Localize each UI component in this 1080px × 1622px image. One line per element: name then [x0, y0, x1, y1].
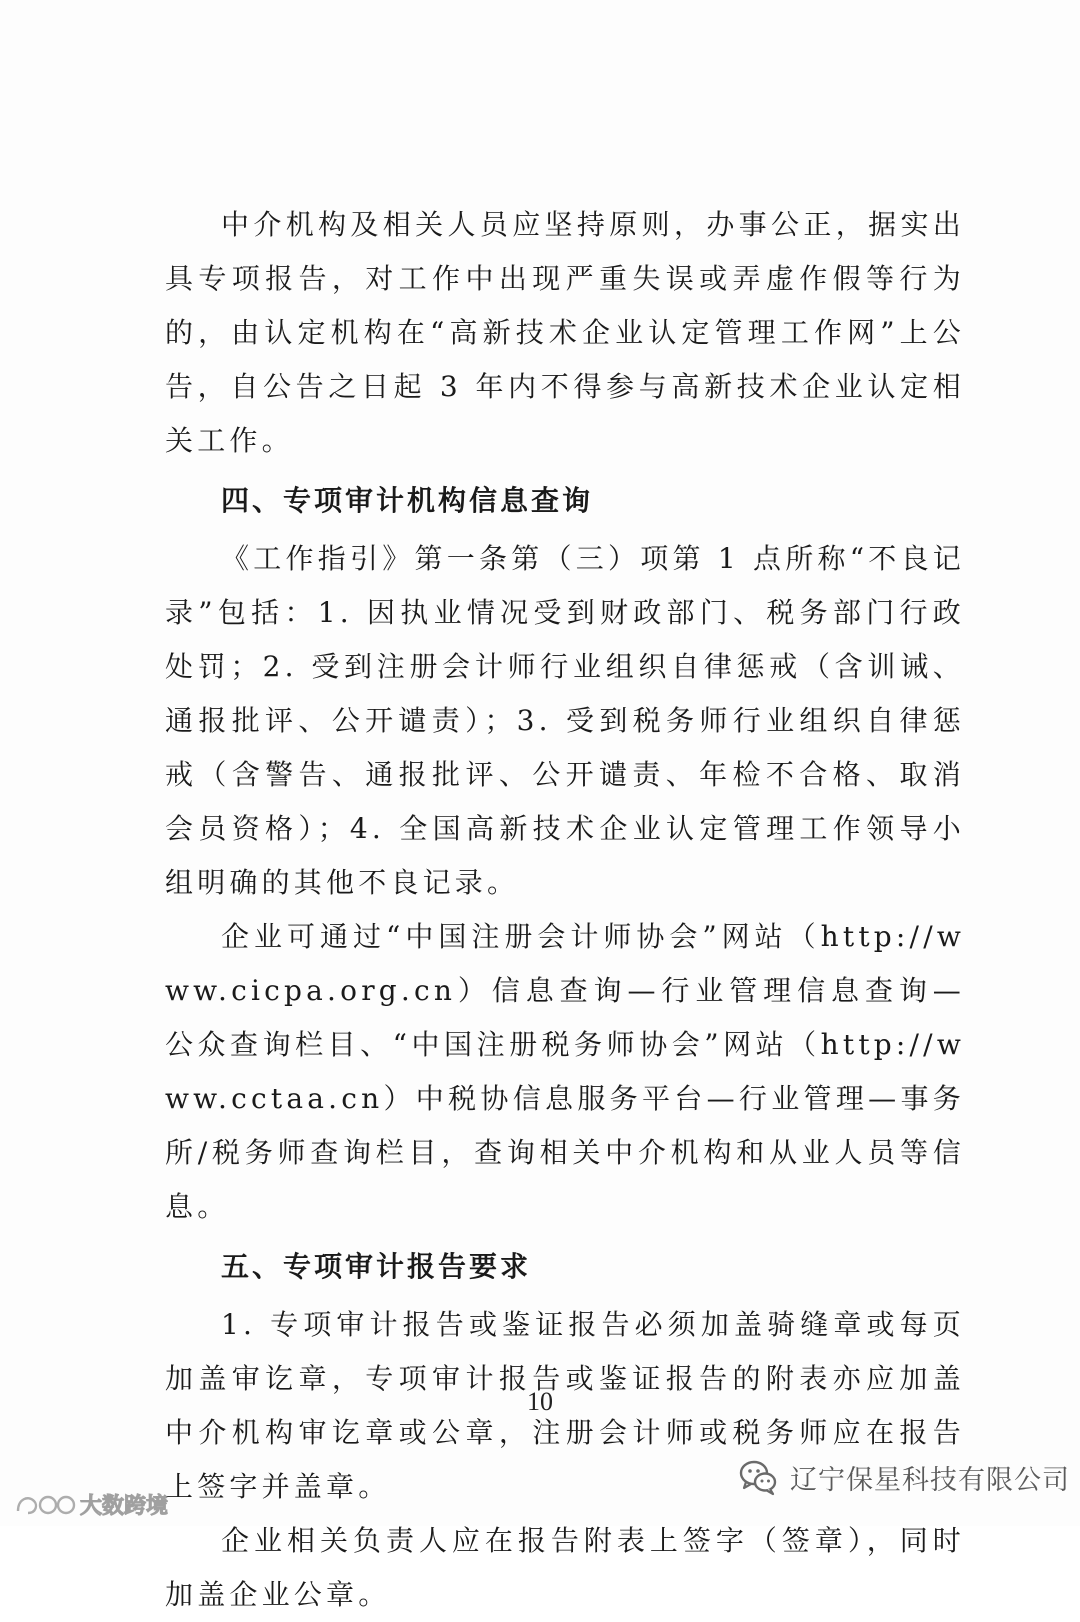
corner-watermark: [14, 1487, 168, 1521]
corner-brand-text: 大数跨境: [80, 1493, 169, 1519]
heading-section-5: 五、专项审计报告要求: [221, 1250, 532, 1283]
para-report-seal: 1. 专项审计报告或鉴证报告必须加盖骑缝章或每页加盖审讫章，专项审计报告或鉴证报告的附表亦应加盖中介机构审讫章或公章，注册会计师或税务师应在报告上签字并盖章。: [165, 1308, 965, 1503]
para-enterprise-signature: 企业相关负责人应在报告附表上签字（签章），同时加盖企业公章。: [165, 1524, 965, 1611]
wechat-account-name: 辽宁保星科技有限公司: [790, 1464, 1070, 1496]
para-bad-records: 《工作指引》第一条第（三）项第 1 点所称“不良记录”包括：1. 因执业情况受到财政部门、税务部门行政处罚；2. 受到注册会计师行业组织自律惩戒（含训诫、通报批评、公开谴责）；3. 受到税务师行业组织自律惩戒（含警告、通报批评、公开谴责、年检不合格、取消会员资格）；4. 全国高新技术企业认定管理工作领导小组明确的其他不良记录。: [165, 542, 965, 899]
wechat-icon: [738, 1457, 778, 1497]
wechat-watermark: [738, 1457, 1070, 1497]
para-query-websites: 企业可通过“中国注册会计师协会”网站（http://www.cicpa.org.cn）信息查询—行业管理信息查询—公众查询栏目、“中国注册税务师协会”网站（http://www.cctaa.cn）中税协信息服务平台—行业管理—事务所/税务师查询栏目，查询相关中介机构和从业人员等信息。: [165, 920, 965, 1223]
heading-section-4: 四、专项审计机构信息查询: [221, 484, 594, 517]
para-intermediary-duties: 中介机构及相关人员应坚持原则，办事公正，据实出具专项报告，对工作中出现严重失误或弄虚作假等行为的，由认定机构在“高新技术企业认定管理工作网”上公告，自公告之日起 3 年内不得参与高新技术企业认定相关工作。: [165, 208, 965, 457]
brand-logo-icon: [14, 1491, 76, 1517]
page-number: 10: [527, 1387, 553, 1416]
